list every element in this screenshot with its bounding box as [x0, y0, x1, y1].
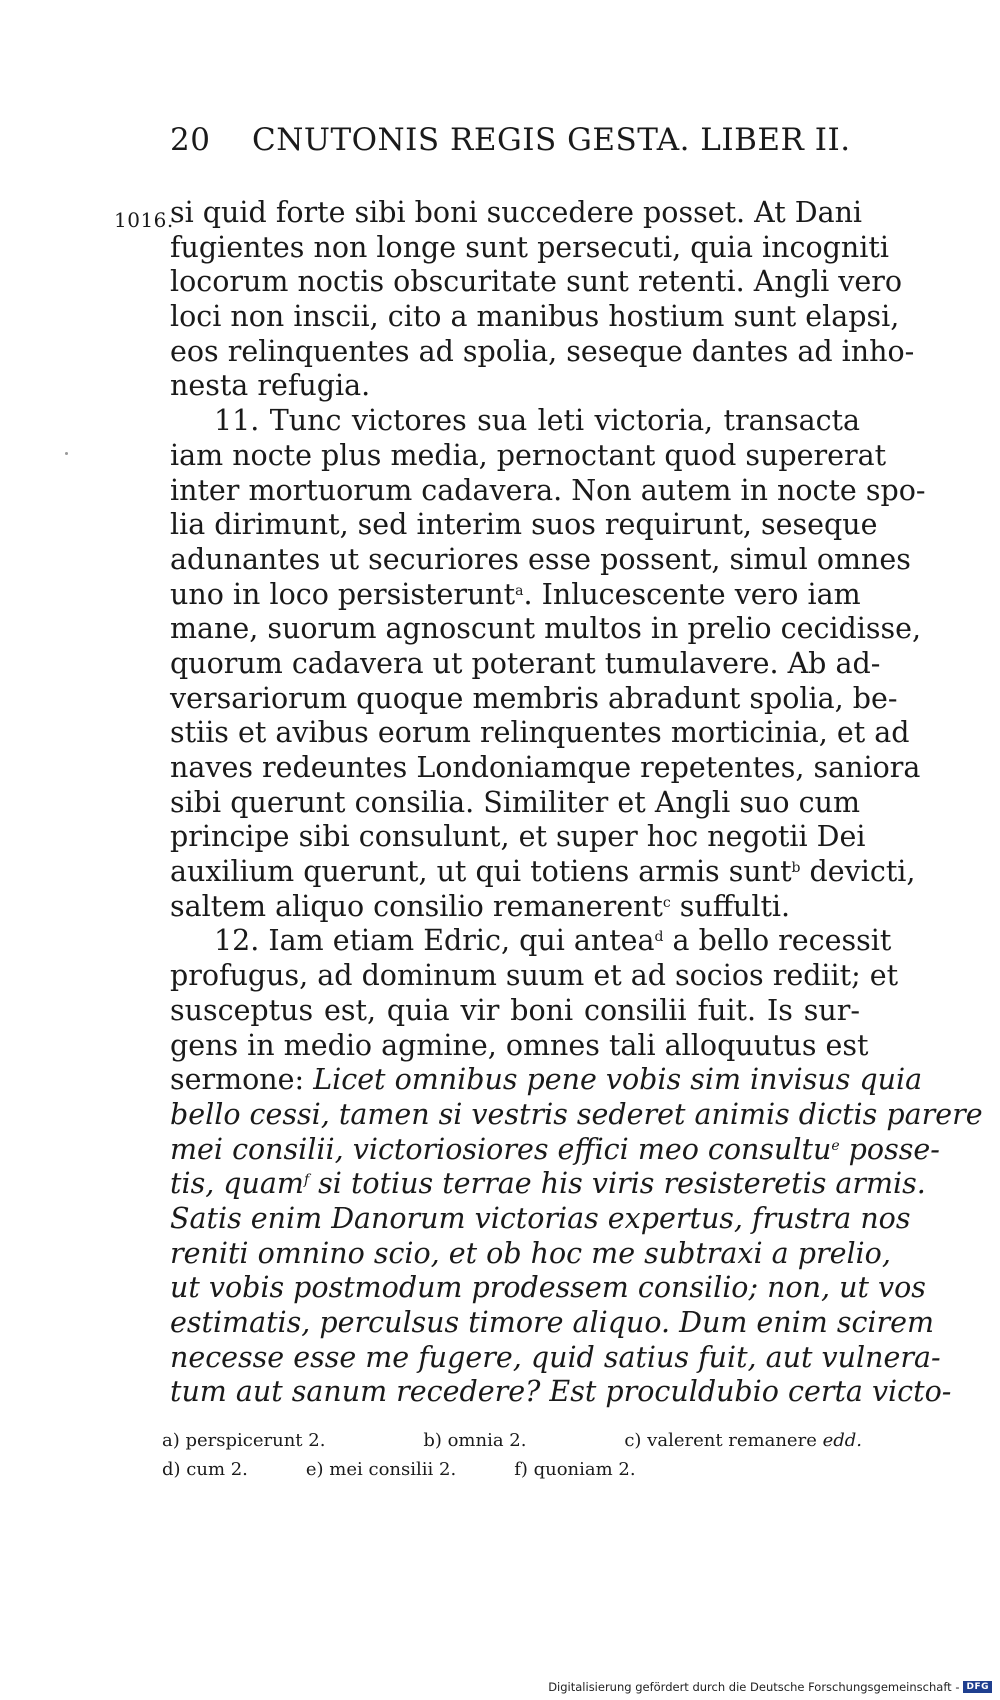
footnote-f: f) quoniam 2.: [514, 1459, 636, 1480]
text-line: [170, 1063, 923, 1098]
text-segment: posse-: [839, 1132, 940, 1166]
text-line: iam nocte plus media, pernoctant quod supererat: [170, 438, 887, 472]
footnote-b: b) omnia 2.: [423, 1430, 527, 1451]
text-line: [170, 1167, 926, 1202]
text-line: si quid forte sibi boni succedere posset. At Dani: [170, 196, 863, 229]
margin-year: 1016.: [114, 208, 174, 232]
text-line: quorum cadavera ut poterant tumulavere. Ab ad-: [170, 646, 881, 680]
footnote-a: a) perspicerunt 2.: [162, 1430, 326, 1451]
main-text: [114, 196, 983, 1410]
text-line: bello cessi, tamen si vestris sederet animis dictis parere: [170, 1097, 983, 1131]
text-line: gens in medio agmine, omnes tali alloquutus est: [170, 1028, 869, 1062]
text-line: adunantes ut securiores esse possent, simul omnes: [170, 542, 911, 576]
text-segment: mei consilii, victoriosiores effici meo consultu: [170, 1132, 832, 1166]
digitization-credit: [548, 1680, 992, 1694]
text-line: reniti omnino scio, et ob hoc me subtraxi a prelio,: [170, 1236, 891, 1270]
footnote-d: d) cum 2.: [162, 1459, 248, 1480]
text-line: susceptus est, quia vir boni consilii fuit. Is sur-: [170, 993, 860, 1027]
text-line: [170, 924, 892, 959]
text-line: stiis et avibus eorum relinquentes morticinia, et ad: [170, 716, 910, 750]
text-segment: . Inlucescente vero iam: [523, 577, 861, 611]
footnote-marker: a: [515, 582, 524, 599]
text-segment: tis, quam: [170, 1167, 304, 1201]
text-line: naves redeuntes Londoniamque repetentes, saniora: [170, 751, 921, 784]
text-line: Satis enim Danorum victorias expertus, frustra nos: [170, 1201, 911, 1235]
text-line: sibi querunt consilia. Similiter et Angli suo cum: [170, 785, 860, 819]
text-line: estimatis, perculsus timore aliquo. Dum enim scirem: [170, 1306, 935, 1339]
dfg-logo: DFG: [963, 1681, 992, 1693]
footnote-marker: e: [831, 1137, 840, 1154]
italic-segment: Licet omnibus pene vobis sim invisus quia: [313, 1063, 923, 1097]
footnotes: [162, 1426, 862, 1484]
text-line: necesse esse me fugere, quid satius fuit, aut vulnera-: [170, 1340, 941, 1374]
text-line: fugientes non longe sunt persecuti, quia incogniti: [170, 230, 889, 264]
text-line: [170, 890, 860, 925]
text-segment: saltem aliquo consilio remanerent: [170, 889, 663, 923]
text-segment: uno in loco persisterunt: [170, 577, 516, 611]
text-line: profugus, ad dominum suum et ad socios rediit; et: [170, 959, 899, 993]
margin-speck: [65, 452, 68, 455]
text-line: nesta refugia.: [170, 369, 371, 403]
text-segment: auxilium querunt, ut qui totiens armis sunt: [170, 855, 792, 889]
footnote-line: [162, 1455, 862, 1484]
text-line: principe sibi consulunt, et super hoc negotii Dei: [170, 820, 866, 854]
credit-text: Digitalisierung gefördert durch die Deutsche Forschungsgemeinschaft -: [548, 1680, 960, 1694]
text-segment: a bello recessit: [663, 924, 892, 958]
text-line: [170, 1132, 940, 1168]
footnote-marker: c: [662, 894, 671, 911]
footnote-abbrev: edd.: [822, 1430, 862, 1451]
footnote-marker: f: [303, 1172, 310, 1189]
footnote-marker: b: [791, 860, 801, 877]
text-line: [170, 855, 916, 890]
text-segment: devicti,: [800, 855, 916, 889]
text-segment: si totius terrae his viris resisteretis armis.: [309, 1167, 926, 1201]
text-line: [170, 578, 860, 613]
text-segment: 12. Iam etiam Edric, qui antea: [214, 924, 655, 958]
footnote-line: [162, 1426, 862, 1455]
footnote-text: c) valerent remanere: [624, 1430, 823, 1451]
text-segment: suffulti.: [670, 889, 791, 923]
text-line: versariorum quoque membris abradunt spolia, be-: [170, 681, 898, 715]
running-title: CNUTONIS REGIS GESTA. LIBER II.: [252, 122, 851, 158]
text-line: 11. Tunc victores sua leti victoria, transacta: [214, 404, 860, 438]
text-line: ut vobis postmodum prodessem consilio; non, ut vos: [170, 1271, 926, 1305]
text-line: eos relinquentes ad spolia, seseque dantes ad inho-: [170, 334, 915, 368]
text-line: inter mortuorum cadavera. Non autem in nocte spo-: [170, 473, 926, 507]
page-number: 20: [170, 122, 211, 158]
text-line: locorum noctis obscuritate sunt retenti. Angli vero: [170, 265, 903, 299]
text-line: tum aut sanum recedere? Est proculdubio certa victo-: [170, 1375, 952, 1409]
text-line: lia dirimunt, sed interim suos requirunt, seseque: [170, 508, 878, 542]
footnote-e: e) mei consilii 2.: [305, 1459, 457, 1480]
footnote-marker: d: [654, 929, 664, 946]
text-line: loci non inscii, cito a manibus hostium sunt elapsi,: [170, 300, 900, 334]
footnote-c: [624, 1426, 862, 1455]
text-segment: sermone:: [170, 1063, 314, 1097]
text-line: mane, suorum agnoscunt multos in prelio cecidisse,: [170, 612, 922, 646]
